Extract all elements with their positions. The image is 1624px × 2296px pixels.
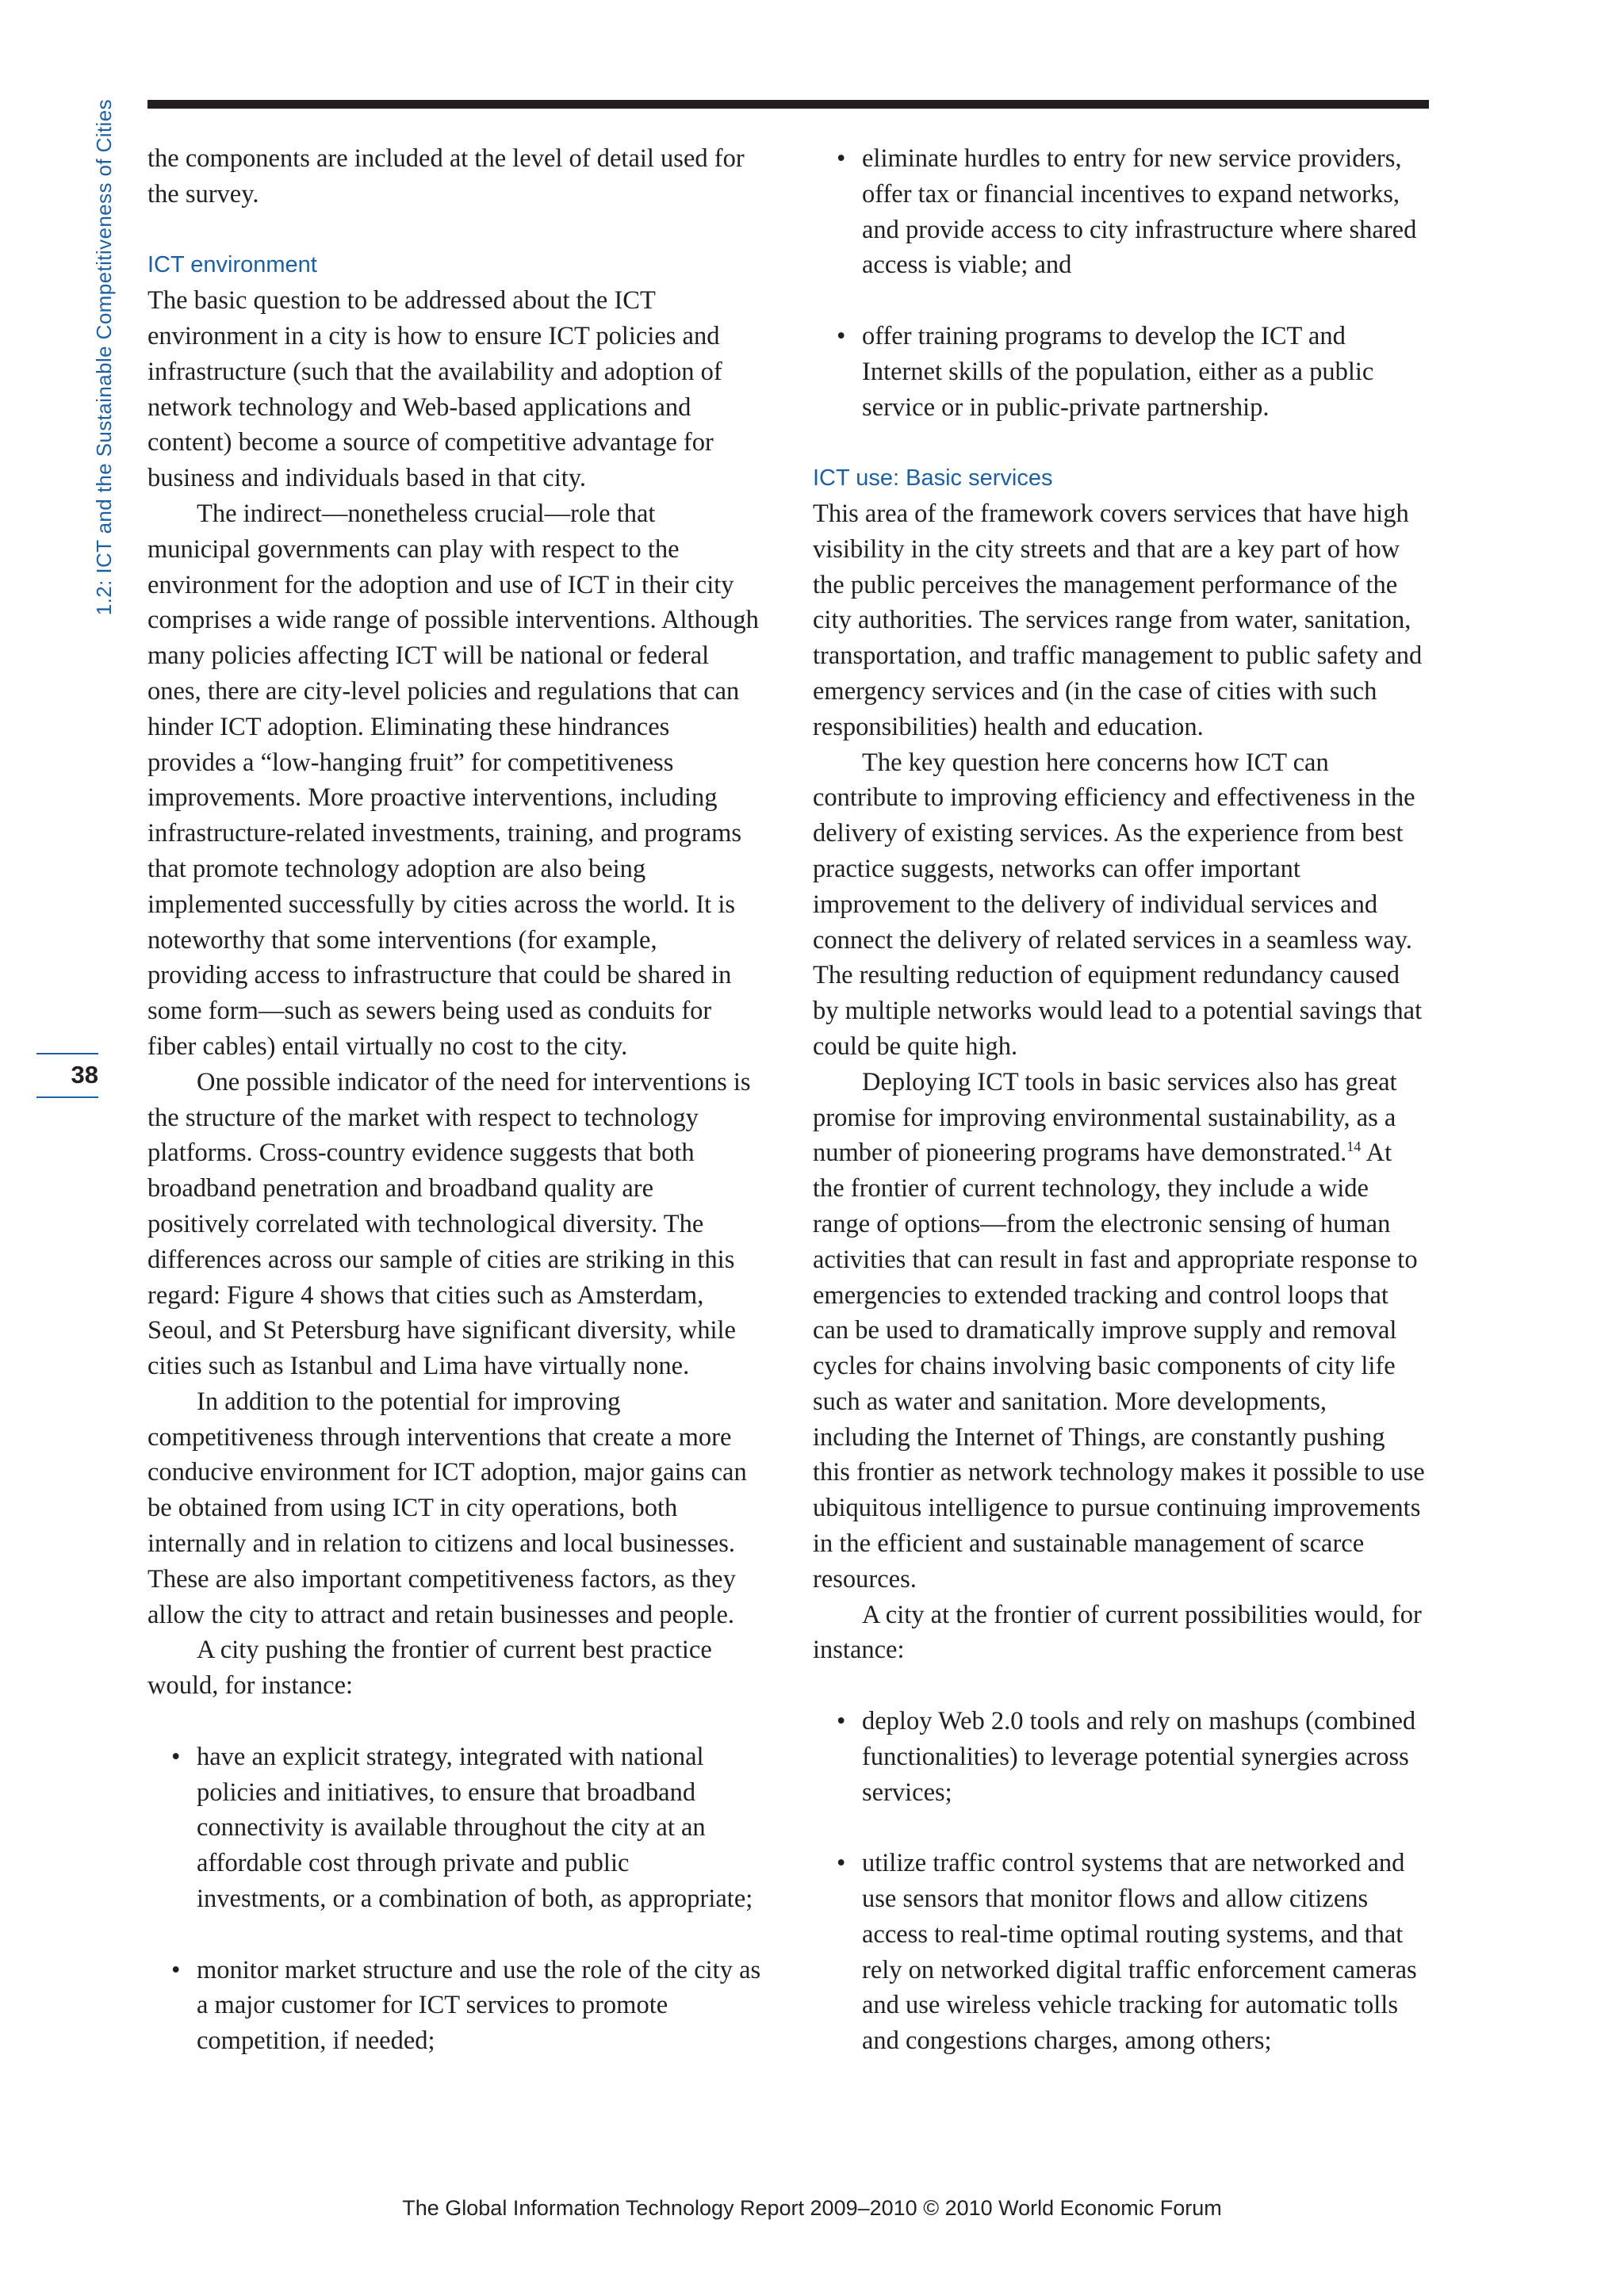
bullet-item: • eliminate hurdles to entry for new service providers, offer tax or financial incentives to expand networks, and provide access to city infrastructure where shared access is viable; and <box>813 141 1427 283</box>
page-footer: The Global Information Technology Report 2009–2010 © 2010 World Economic Forum <box>402 2196 1222 2220</box>
paragraph: The indirect—nonetheless crucial—role that municipal governments can play with respect to the environment for the adoption and use of ICT in their city comprises a wide range of possible interventions. Although many policies affecting ICT will be national or federal ones, there are city-level policies and regulations that can hinder ICT adoption. Eliminating these hindrances provides a “low-hanging fruit” for competitiveness improvements. More proactive interventions, including infrastructure-related investments, training, and programs that promote technology adoption are also being implemented successfully by cities across the world. It is noteworthy that some interventions (for example, providing access to infrastructure that could be shared in some form—such as sewers being used as conduits for fiber cables) entail virtually no cost to the city. <box>147 499 759 1061</box>
bullet-item: • have an explicit strategy, integrated with national policies and initiatives, to ensure that broadband connectivity is available throughout the city at an affordable cost through private and public investments, or a combination of both, as appropriate; <box>147 1739 761 1917</box>
bullet-list <box>813 1704 1427 2059</box>
running-head: 1.2: ICT and the Sustainable Competitiveness of Cities <box>92 99 116 616</box>
top-rule <box>147 100 1429 109</box>
right-column <box>813 141 1427 2059</box>
page-number-rule-bottom <box>36 1096 98 1098</box>
paragraph-text: At the frontier of current technology, they include a wide range of options—from the electronic sensing of human activities that can result in fast and appropriate response to emergencies to extended tracking and control loops that can be used to dramatically improve supply and removal cycles for chains involving basic components of city life such as water and sanitation. More developments, including the Internet of Things, are constantly pushing this frontier as network technology makes it possible to use ubiquitous intelligence to pursue continuing improvements in the efficient and sustainable management of scarce resources. <box>813 1138 1425 1594</box>
paragraph: One possible indicator of the need for interventions is the structure of the market with respect to technology platforms. Cross-country evidence suggests that both broadband penetration and broadband quality are positively correlated with technological diversity. The differences across our sample of cities are striking in this regard: Figure 4 shows that cities such as Amsterdam, Seoul, and St Petersburg have significant diversity, while cities such as Istanbul and Lima have virtually none. <box>147 1067 751 1381</box>
paragraph: A city at the frontier of current possibilities would, for instance: <box>813 1600 1422 1665</box>
bullet-list <box>813 141 1427 425</box>
section-heading-ict-use-basic-services: ICT use: Basic services <box>813 465 1053 492</box>
bullet-item: • monitor market structure and use the role of the city as a major customer for ICT services to promote competition, if needed; <box>147 1953 761 2059</box>
paragraph: The basic question to be addressed about the ICT environment in a city is how to ensure ICT policies and infrastructure (such that the availability and adoption of network technology and Web-based applications and content) become a source of competitive advantage for business and individuals based in that city. <box>147 286 722 493</box>
footnote-ref: 14 <box>1346 1138 1362 1155</box>
bullet-item: • deploy Web 2.0 tools and rely on mashups (combined functionalities) to leverage potential synergies across services; <box>813 1704 1427 1810</box>
section-heading-ict-environment: ICT environment <box>147 252 317 278</box>
paragraph-text: Deploying ICT tools in basic services also has great promise for improving environmental sustainability, as a number of pioneering programs have demonstrated. <box>813 1067 1397 1168</box>
page-number: 38 <box>71 1061 98 1089</box>
paragraph <box>813 1065 1427 1598</box>
paragraph: A city pushing the frontier of current best practice would, for instance: <box>147 1636 712 1701</box>
bullet-item: • offer training programs to develop the ICT and Internet skills of the population, either as a public service or in public-private partnership. <box>813 319 1427 425</box>
page-number-block <box>36 1053 98 1098</box>
paragraph: This area of the framework covers services that have high visibility in the city streets and that are a key part of how the public perceives the management performance of the city authorities. The services range from water, sanitation, transportation, and traffic management to public safety and emergency services and (in the case of cities with such responsibilities) health and education. <box>813 499 1423 741</box>
paragraph: The key question here concerns how ICT can contribute to improving efficiency and effectiveness in the delivery of existing services. As the experience from best practice suggests, networks can offer important improvement to the delivery of individual services and connect the delivery of related services in a seamless way. The resulting reduction of equipment redundancy caused by multiple networks would lead to a potential savings that could be quite high. <box>813 748 1423 1061</box>
bullet-item: • utilize traffic control systems that are networked and use sensors that monitor flows and allow citizens access to real-time optimal routing systems, and that rely on networked digital traffic enforcement cameras and use wireless vehicle tracking for automatic tolls and congestions charges, among others; <box>813 1846 1427 2059</box>
left-column <box>147 141 761 2059</box>
paragraph: In addition to the potential for improving competitiveness through interventions that create a more conducive environment for ICT adoption, major gains can be obtained from using ICT in city operations, both internally and in relation to citizens and local businesses. These are also important competitiveness factors, as they allow the city to attract and retain businesses and people. <box>147 1387 747 1629</box>
paragraph: the components are included at the level of detail used for the survey. <box>147 144 745 209</box>
bullet-list <box>147 1739 761 2059</box>
